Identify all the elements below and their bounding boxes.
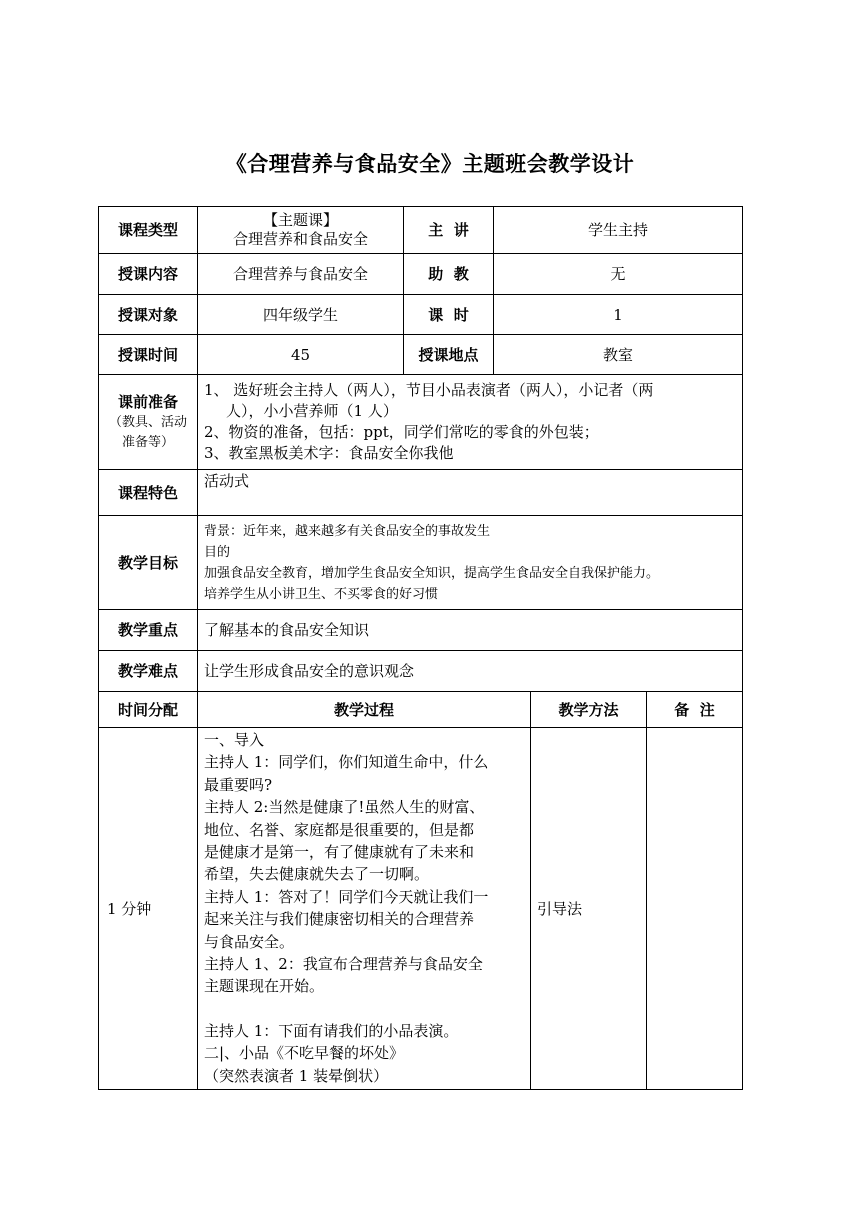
- value-time: 45: [198, 335, 404, 375]
- prep-line-1b: 人），小小营养师（1 人）: [226, 402, 398, 420]
- process-line: 主持人 1、2：我宣布合理营养与食品安全: [204, 955, 483, 974]
- row-goals: [99, 516, 743, 610]
- header-process: 教学过程: [198, 692, 531, 728]
- process-line: 最重要吗?: [204, 775, 273, 794]
- process-lines: [204, 729, 524, 1087]
- label-audience: 授课对象: [99, 295, 198, 335]
- process-line: [204, 998, 524, 1020]
- value-content: 合理营养与食品安全: [198, 254, 404, 295]
- prep-line-3: 3、教室黑板美术字：食品安全你我他: [204, 444, 454, 462]
- prep-line-1: 1、 选好班会主持人（两人），节目小品表演者（两人），小记者（两: [204, 381, 654, 399]
- label-feature: 课程特色: [99, 470, 198, 516]
- row-content: [99, 254, 743, 295]
- process-line: 主持人 1：答对了！同学们今天就让我们一: [204, 887, 489, 906]
- row-course-type: [99, 207, 743, 254]
- value-goals: [198, 516, 743, 610]
- row-prep: [99, 375, 743, 470]
- label-location: 授课地点: [404, 335, 494, 375]
- process-line: 主持人 1：下面有请我们的小品表演。: [204, 1021, 459, 1040]
- value-location: 教室: [494, 335, 743, 375]
- process-content: [198, 728, 531, 1090]
- process-line: 是健康才是第一，有了健康就有了未来和: [204, 843, 475, 862]
- process-line: 主题课现在开始。: [204, 977, 325, 996]
- lesson-plan-table: [98, 206, 743, 1090]
- row-key: [99, 610, 743, 651]
- row-difficulty: [99, 651, 743, 692]
- value-periods: 1: [494, 295, 743, 335]
- label-difficulty: 教学难点: [99, 651, 198, 692]
- process-line: （突然表演者 1 装晕倒状）: [204, 1066, 389, 1085]
- document-title: 《合理营养与食品安全》主题班会教学设计: [225, 152, 635, 176]
- header-method: 教学方法: [531, 692, 647, 728]
- label-time: 授课时间: [99, 335, 198, 375]
- value-difficulty: 让学生形成食品安全的意识观念: [198, 651, 743, 692]
- row-audience: [99, 295, 743, 335]
- process-time: 1 分钟: [99, 728, 198, 1090]
- goals-line-1: 背景：近年来，越来越多有关食品安全的事故发生: [204, 523, 491, 539]
- row-feature: [99, 470, 743, 516]
- row-time: [99, 335, 743, 375]
- process-header-row: [99, 692, 743, 728]
- label-content: 授课内容: [99, 254, 198, 295]
- header-time: 时间分配: [99, 692, 198, 728]
- value-assistant: 无: [494, 254, 743, 295]
- value-audience: 四年级学生: [198, 295, 404, 335]
- course-type-line2: 合理营养和食品安全: [232, 230, 368, 248]
- process-line: 希望，失去健康就失去了一切啊。: [204, 865, 430, 884]
- process-line: 主持人 2:当然是健康了!虽然人生的财富、: [204, 798, 485, 817]
- process-line: 主持人 1：同学们，你们知道生命中，什么: [204, 753, 489, 772]
- label-prep: [99, 375, 198, 470]
- process-line: 与食品安全。: [204, 932, 295, 951]
- value-course-type: [198, 207, 404, 254]
- prep-line-2: 2、物资的准备，包括：ppt，同学们常吃的零食的外包装；: [204, 423, 599, 441]
- label-lecturer: 主 讲: [404, 207, 494, 254]
- label-assistant: 助 教: [404, 254, 494, 295]
- process-line: 二|、小品《不吃早餐的坏处》: [204, 1044, 405, 1063]
- header-note: 备 注: [647, 692, 743, 728]
- value-lecturer: 学生主持: [494, 207, 743, 254]
- prep-label: 课前准备: [117, 393, 178, 411]
- value-key: 了解基本的食品安全知识: [198, 610, 743, 651]
- process-line: 一、导入: [204, 731, 265, 749]
- value-prep: [198, 375, 743, 470]
- process-note: [647, 728, 743, 1090]
- process-row: [99, 728, 743, 1090]
- course-type-line1: 【主题课】: [262, 211, 338, 229]
- label-goals: 教学目标: [99, 516, 198, 610]
- process-line: 地位、名誉、家庭都是很重要的，但是都: [204, 820, 475, 839]
- value-feature: 活动式: [198, 470, 743, 516]
- prep-sublabel: （教具、活动准备等）: [108, 415, 187, 450]
- label-key: 教学重点: [99, 610, 198, 651]
- process-line: 起来关注与我们健康密切相关的合理营养: [204, 910, 475, 929]
- goals-line-2: 目的: [204, 544, 231, 560]
- goals-line-4: 培养学生从小讲卫生、不买零食的好习惯: [204, 586, 439, 602]
- label-periods: 课 时: [404, 295, 494, 335]
- label-course-type: 课程类型: [99, 207, 198, 254]
- goals-line-3: 加强食品安全教育，增加学生食品安全知识，提高学生食品安全自我保护能力。: [204, 565, 660, 581]
- process-method: 引导法: [531, 728, 647, 1090]
